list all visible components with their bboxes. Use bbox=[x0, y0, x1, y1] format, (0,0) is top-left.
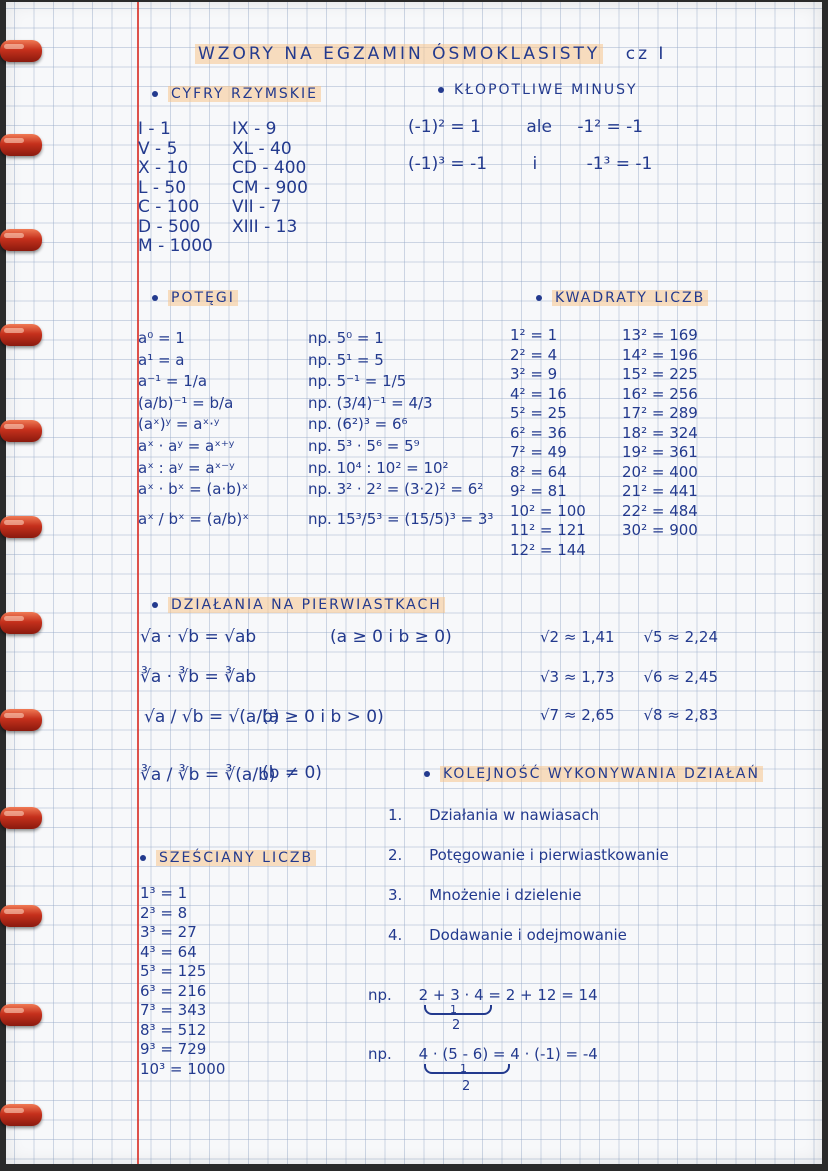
root-condition-3: (b ≠ 0) bbox=[262, 763, 322, 783]
roots-heading: DZIAŁANIA NA PIERWIASTKACH bbox=[152, 597, 445, 613]
formula: (a/b)⁻¹ = b/a bbox=[138, 393, 234, 412]
list-item: XL - 40 bbox=[232, 138, 292, 159]
minus-row-2: (-1)³ = -1 i -1³ = -1 bbox=[408, 154, 653, 174]
list-item: 11² = 121 bbox=[510, 521, 586, 539]
ring bbox=[0, 1004, 42, 1026]
brace bbox=[424, 1005, 492, 1015]
list-item: 22² = 484 bbox=[622, 501, 698, 520]
roman-col-2 bbox=[232, 120, 308, 237]
formula: a⁻¹ = 1/a bbox=[138, 372, 208, 391]
list-item: 15² = 225 bbox=[622, 365, 698, 383]
order-step-1: 1. Działania w nawiasach bbox=[388, 806, 600, 824]
list-item: V - 5 bbox=[138, 138, 178, 159]
list-item: 18² = 324 bbox=[622, 423, 698, 442]
list-item: 6³ = 216 bbox=[140, 981, 207, 1000]
brace bbox=[424, 1064, 510, 1074]
list-item: 13² = 169 bbox=[622, 326, 698, 344]
formula: aˣ : aʸ = aˣ⁻ʸ bbox=[138, 458, 235, 477]
powers-rules bbox=[138, 328, 249, 530]
minus-heading: KŁOPOTLIWE MINUSY bbox=[438, 82, 638, 98]
brace-label: 2 bbox=[452, 1018, 461, 1033]
squares-col-1 bbox=[510, 326, 586, 560]
root-condition-2: (a ≥ 0 i b > 0) bbox=[262, 707, 384, 727]
list-item: VII - 7 bbox=[232, 197, 282, 217]
order-step-4: 4. Dodawanie i odejmowanie bbox=[388, 926, 627, 944]
title-part: cz I bbox=[625, 44, 667, 64]
list-item: 30² = 900 bbox=[622, 521, 698, 539]
example: np. (6²)³ = 6⁶ bbox=[308, 415, 408, 434]
page-title: WZORY NA EGZAMIN ÓSMOKLASISTY cz I bbox=[195, 44, 666, 64]
formula: aˣ / bˣ = (a/b)ˣ bbox=[138, 509, 249, 528]
ring bbox=[0, 905, 42, 927]
example: np. 5¹ = 5 bbox=[308, 350, 384, 369]
squares-col-2 bbox=[622, 326, 698, 541]
list-item: I - 1 bbox=[138, 119, 171, 139]
order-step-2: 2. Potęgowanie i pierwiastkowanie bbox=[388, 846, 669, 864]
list-item: 4² = 16 bbox=[510, 384, 567, 403]
brace-label: 1 bbox=[460, 1062, 467, 1075]
list-item: D - 500 bbox=[138, 216, 201, 237]
ring bbox=[0, 612, 42, 634]
list-item: CD - 400 bbox=[232, 158, 307, 178]
formula: (aˣ)ʸ = aˣ·ʸ bbox=[138, 415, 220, 434]
list-item: 1³ = 1 bbox=[140, 884, 188, 902]
formula: a⁰ = 1 bbox=[138, 329, 185, 347]
list-item: 9² = 81 bbox=[510, 482, 567, 500]
brace-label: 1 bbox=[450, 1003, 457, 1016]
list-item: 19² = 361 bbox=[622, 443, 698, 461]
order-example-2: np. 4 · (5 - 6) = 4 · (-1) = -4 bbox=[368, 1045, 598, 1063]
list-item: 3² = 9 bbox=[510, 365, 558, 383]
roman-heading: CYFRY RZYMSKIE bbox=[152, 86, 321, 102]
ring bbox=[0, 324, 42, 346]
root-rule-4: ∛a / ∛b = ∛(a/b) bbox=[140, 765, 276, 785]
ring bbox=[0, 229, 42, 251]
list-item: 8³ = 512 bbox=[140, 1020, 207, 1039]
list-item: 20² = 400 bbox=[622, 462, 698, 481]
approx-row-2: √3 ≈ 1,73 √6 ≈ 2,45 bbox=[540, 668, 718, 686]
list-item: 12² = 144 bbox=[510, 540, 586, 559]
list-item: 6² = 36 bbox=[510, 423, 567, 442]
list-item: 17² = 289 bbox=[622, 404, 698, 422]
formula: a¹ = a bbox=[138, 350, 185, 369]
ring bbox=[0, 516, 42, 538]
list-item: 5³ = 125 bbox=[140, 962, 207, 980]
list-item: M - 1000 bbox=[138, 236, 213, 256]
list-item: XIII - 13 bbox=[232, 216, 298, 237]
list-item: 9³ = 729 bbox=[140, 1040, 207, 1058]
list-item: X - 10 bbox=[138, 158, 189, 178]
approx-row-1: √2 ≈ 1,41 √5 ≈ 2,24 bbox=[540, 628, 718, 646]
list-item: 16² = 256 bbox=[622, 384, 698, 403]
root-condition-1: (a ≥ 0 i b ≥ 0) bbox=[330, 627, 452, 647]
list-item: 2² = 4 bbox=[510, 345, 558, 364]
formula: aˣ · aʸ = aˣ⁺ʸ bbox=[138, 436, 235, 455]
approx-row-3: √7 ≈ 2,65 √8 ≈ 2,83 bbox=[540, 706, 718, 724]
example: np. 5³ · 5⁶ = 5⁹ bbox=[308, 436, 420, 455]
cubes-list bbox=[140, 884, 225, 1079]
order-example-1: np. 2 + 3 · 4 = 2 + 12 = 14 bbox=[368, 986, 598, 1004]
powers-examples bbox=[308, 328, 493, 530]
brace-label: 2 bbox=[462, 1079, 471, 1094]
example: np. (3/4)⁻¹ = 4/3 bbox=[308, 393, 433, 412]
root-rule-2: ∛a · ∛b = ∛ab bbox=[140, 667, 257, 687]
cubes-heading: SZEŚCIANY LICZB bbox=[140, 850, 316, 866]
list-item: CM - 900 bbox=[232, 177, 308, 198]
list-item: 2³ = 8 bbox=[140, 903, 188, 922]
list-item: C - 100 bbox=[138, 197, 200, 217]
ring bbox=[0, 134, 42, 156]
example: np. 5⁰ = 1 bbox=[308, 329, 384, 347]
order-heading: KOLEJNOŚĆ WYKONYWANIA DZIAŁAŃ bbox=[424, 766, 763, 782]
minus-row-1: (-1)² = 1 ale -1² = -1 bbox=[408, 117, 644, 137]
formula: aˣ · bˣ = (a·b)ˣ bbox=[138, 480, 249, 499]
list-item: 7³ = 343 bbox=[140, 1001, 207, 1019]
list-item: 8² = 64 bbox=[510, 462, 567, 481]
list-item: 3³ = 27 bbox=[140, 923, 197, 941]
root-rule-1: √a · √b = √ab bbox=[140, 627, 257, 647]
example: np. 15³/5³ = (15/5)³ = 3³ bbox=[308, 509, 494, 528]
ring bbox=[0, 1104, 42, 1126]
ring bbox=[0, 420, 42, 442]
list-item: 1² = 1 bbox=[510, 326, 558, 344]
list-item: 14² = 196 bbox=[622, 345, 698, 364]
ring bbox=[0, 807, 42, 829]
list-item: 10³ = 1000 bbox=[140, 1059, 226, 1078]
order-step-3: 3. Mnożenie i dzielenie bbox=[388, 886, 582, 904]
list-item: 4³ = 64 bbox=[140, 942, 197, 961]
roman-col-1 bbox=[138, 120, 213, 257]
list-item: 21² = 441 bbox=[622, 482, 698, 500]
list-item: L - 50 bbox=[138, 177, 187, 198]
list-item: IX - 9 bbox=[232, 119, 277, 139]
squares-heading: KWADRATY LICZB bbox=[536, 290, 708, 306]
root-rule-3: √a / √b = √(a/b) bbox=[144, 707, 280, 727]
ring bbox=[0, 709, 42, 731]
example: np. 3² · 2² = (3·2)² = 6² bbox=[308, 480, 484, 499]
example: np. 10⁴ : 10² = 10² bbox=[308, 458, 449, 477]
powers-heading: POTĘGI bbox=[152, 290, 238, 306]
ring bbox=[0, 40, 42, 62]
example: np. 5⁻¹ = 1/5 bbox=[308, 372, 407, 391]
list-item: 5² = 25 bbox=[510, 404, 567, 422]
list-item: 10² = 100 bbox=[510, 501, 586, 520]
list-item: 7² = 49 bbox=[510, 443, 567, 461]
